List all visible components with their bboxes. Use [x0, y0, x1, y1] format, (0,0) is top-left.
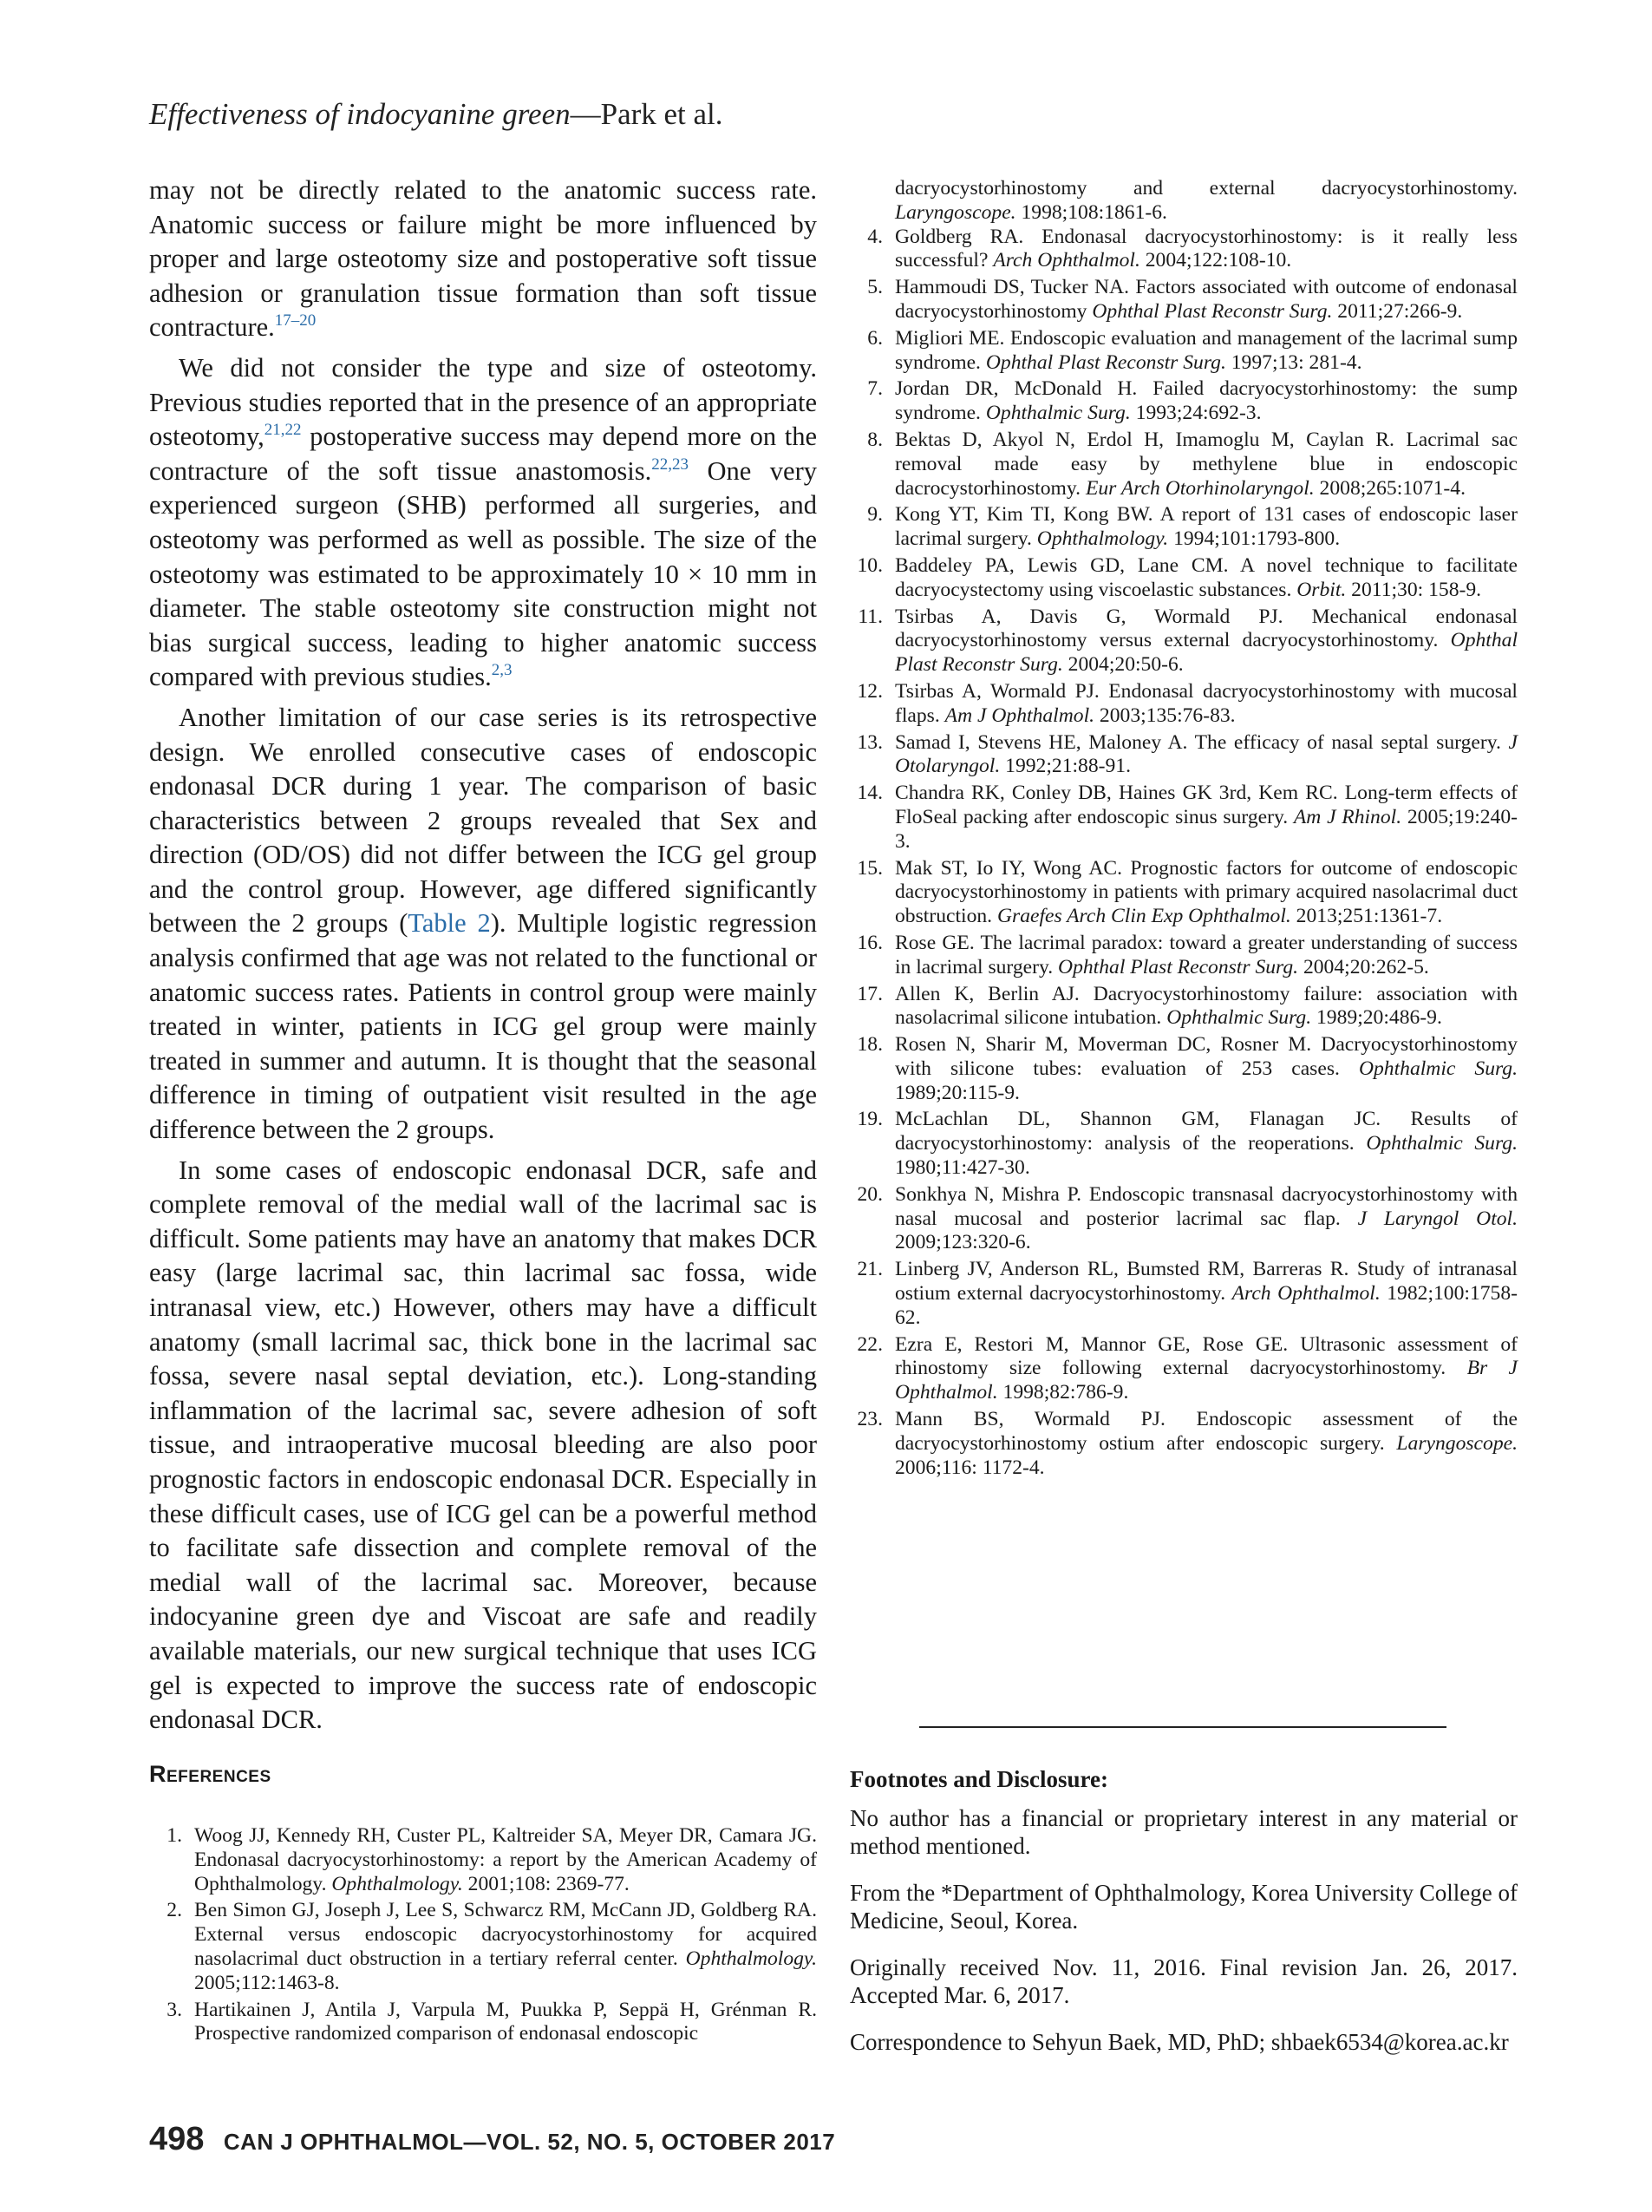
text-run: 1993;24:692-3. — [1130, 402, 1262, 425]
journal-name: Eur Arch Otorhinolaryngol. — [1085, 476, 1315, 500]
text-run: Ezra E, Restori M, Mannor GE, Rose GE. Ultrasonic assessment of rhinostomy size following external dacryocystorhinostomy. — [895, 1332, 1518, 1380]
text-run: Ben Simon GJ, Joseph J, Lee S, Schwarcz RM, McCann JD, Goldberg RA. External versus endoscopic dacryocystorhinostomy for acquired nasolacrimal duct obstruction in a tertiary referral center. — [194, 1899, 817, 1970]
text-run: 1998;82:786-9. — [997, 1381, 1129, 1404]
journal-name: Ophthalmology. — [1036, 527, 1169, 551]
text-run: Another limitation of our case series is its retrospective design. We enrolled consecutive cases of endoscopic endonasal DCR during 1 year. The comparison of basic characteristics between 2 groups revealed that Sex and direction (OD/OS) did not differ between the ICG gel group and the control group. However, age differed significantly between the 2 groups ( — [149, 702, 817, 939]
journal-name: Ophthalmic Surg. — [1166, 1006, 1312, 1030]
affiliation-note: From the *Department of Ophthalmology, Korea University College of Medicine, Seoul, Korea. — [850, 1880, 1518, 1934]
reference-number: 6. — [867, 326, 883, 350]
reference-item — [850, 605, 1518, 677]
citation-superscript: 17–20 — [274, 311, 317, 330]
reference-item — [850, 680, 1518, 729]
reference-text — [895, 1183, 1518, 1255]
text-run: Chandra RK, Conley DB, Haines GK 3rd, Kem RC. Long-term effects of FloSeal packing after endoscopic sinus surgery. — [895, 782, 1518, 828]
journal-name: Laryngoscope. — [895, 200, 1016, 224]
reference-item — [850, 1258, 1518, 1330]
reference-number: 8. — [867, 428, 883, 451]
reference-text — [194, 1824, 817, 1896]
journal-name: Arch Ophthalmol. — [993, 249, 1140, 272]
reference-item — [850, 503, 1518, 552]
text-run: 2011;30: 158-9. — [1346, 578, 1482, 601]
reference-item — [850, 429, 1518, 501]
text-run: 2004;122:108-10. — [1139, 249, 1292, 272]
reference-text — [895, 857, 1518, 929]
journal-name: Graefes Arch Clin Exp Ophthalmol. — [996, 905, 1291, 928]
journal-name: Ophthal Plast Reconstr Surg. — [895, 629, 1518, 677]
text-run: Tsirbas A, Davis G, Wormald PJ. Mechanical endonasal dacryocystorhinostomy versus external dacryocystorhinostomy. — [895, 605, 1518, 652]
page-number: 498 — [149, 2121, 205, 2157]
reference-item — [149, 1824, 817, 1896]
reference-number: 16. — [857, 931, 883, 954]
text-run: Sonkhya N, Mishra P. Endoscopic transnasal dacryocystorhinostomy with nasal mucosal and posterior lacrimal sac flap. — [895, 1182, 1518, 1230]
text-run: 1997;13: 281-4. — [1225, 350, 1362, 374]
reference-text — [895, 1258, 1518, 1330]
reference-text — [895, 1108, 1518, 1180]
text-run: 2003;135:76-83. — [1094, 704, 1236, 727]
journal-name: Ophthalmic Surg. — [1366, 1132, 1518, 1155]
journal-name: Ophthal Plast Reconstr Surg. — [1092, 299, 1333, 323]
reference-item — [850, 857, 1518, 929]
text-run: 2011;27:266-9. — [1332, 299, 1463, 323]
text-run: Hartikainen J, Antila J, Varpula M, Puukka P, Seppä H, Grénman R. Prospective randomized comparison of endonasal endoscopic — [194, 1998, 817, 2045]
reference-number: 9. — [867, 503, 883, 527]
reference-text — [895, 983, 1518, 1031]
reference-text — [895, 554, 1518, 603]
reference-text — [194, 1999, 817, 2047]
reference-text — [895, 1333, 1518, 1405]
text-run: Allen K, Berlin AJ. Dacryocystorhinostomy failure: association with nasolacrimal silicone intubation. — [895, 982, 1518, 1030]
text-run: Baddeley PA, Lewis GD, Lane CM. A novel technique to facilitate dacryocystectomy using viscoelastic substances. — [895, 553, 1518, 601]
text-run: Bektas D, Akyol N, Erdol H, Imamoglu M, Caylan R. Lacrimal sac removal made easy by methylene blue in endoscopic dacrocystorhinostomy. — [895, 428, 1518, 500]
reference-text — [895, 377, 1518, 426]
text-run: 2006;116: 1172-4. — [895, 1456, 1045, 1479]
journal-name: Br J Ophthalmol. — [895, 1357, 1518, 1404]
text-run: ). Multiple logistic regression analysis confirmed that age was not related to the functional or anatomic success rates. Patients in control group were mainly treated in winter, patients in ICG gel group were mainly treated in summer and autumn. It is thought that the seasonal difference in timing of outpatient visit resulted in the age difference between the 2 groups. — [149, 908, 817, 1145]
reference-item — [850, 731, 1518, 780]
journal-name: Ophthalmology. — [685, 1947, 817, 1970]
received-dates: Originally received Nov. 11, 2016. Final revision Jan. 26, 2017. Accepted Mar. 6, 2017. — [850, 1954, 1518, 2008]
reference-text — [895, 1408, 1518, 1480]
reference-item — [149, 1999, 817, 2047]
text-run: Linberg JV, Anderson RL, Bumsted RM, Barreras R. Study of intranasal ostium external dacryocystorhinostomy. — [895, 1258, 1518, 1306]
text-run: 2005;112:1463-8. — [194, 1971, 340, 1994]
reference-item — [850, 1033, 1518, 1105]
text-run: We did not consider the type and size of osteotomy. Previous studies reported that in the presence of an appropriate osteotomy, — [149, 352, 817, 452]
reference-number: 22. — [857, 1332, 883, 1356]
text-run: 2009;123:320-6. — [895, 1231, 1031, 1254]
reference-item — [850, 983, 1518, 1031]
running-head-authors: —Park et al. — [570, 97, 723, 131]
reference-text — [895, 605, 1518, 677]
reference-item — [850, 782, 1518, 854]
journal-name: J Laryngol Otol. — [1357, 1207, 1518, 1230]
body-paragraph — [149, 701, 817, 1148]
reference-number: 21. — [857, 1258, 883, 1281]
reference-item — [850, 554, 1518, 603]
page-footer — [149, 2121, 835, 2158]
correspondence: Correspondence to Sehyun Baek, MD, PhD; shbaek6534@korea.ac.kr — [850, 2029, 1509, 2055]
journal-name: Ophthal Plast Reconstr Surg. — [985, 350, 1226, 374]
text-run: 1980;11:427-30. — [895, 1156, 1030, 1180]
body-text-column — [149, 173, 817, 1744]
reference-item — [850, 1183, 1518, 1255]
reference-text — [895, 731, 1518, 780]
reference-text — [895, 327, 1518, 376]
reference-number: 17. — [857, 982, 883, 1005]
reference-number: 15. — [857, 856, 883, 880]
body-paragraph — [149, 1154, 817, 1738]
text-run: 2001;108: 2369-77. — [462, 1872, 630, 1895]
text-run: 2004;20:262-5. — [1298, 955, 1429, 978]
running-head-title: Effectiveness of indocyanine green — [149, 97, 571, 131]
reference-number: 14. — [857, 782, 883, 805]
journal-name: Orbit. — [1296, 578, 1347, 601]
references-list-left — [149, 1824, 817, 2049]
journal-name: Arch Ophthalmol. — [1231, 1282, 1381, 1306]
reference-number: 5. — [867, 276, 883, 299]
reference-text — [895, 276, 1518, 324]
text-run: One very experienced surgeon (SHB) performed all surgeries, and osteotomy was performed as well as possible. The size of the osteotomy was estimated to be approximately 10 × 10 mm in diameter. The stable osteotomy site construction might not bias surgical success, leading to higher anatomic success compared with previous studies. — [149, 455, 817, 692]
reference-number: 3. — [167, 1998, 182, 2021]
text-run: 2005;19:240-3. — [895, 805, 1518, 853]
reference-item — [850, 276, 1518, 324]
footnotes-heading: Footnotes and Disclosure: — [850, 1766, 1109, 1792]
text-run: 2004;20:50-6. — [1062, 653, 1184, 677]
reference-item — [850, 226, 1518, 274]
reference-number: 20. — [857, 1182, 883, 1206]
references-list-right-items — [850, 226, 1518, 1481]
reference-item — [850, 1108, 1518, 1180]
text-run: Tsirbas A, Wormald PJ. Endonasal dacryocystorhinostomy with mucosal flaps. — [895, 679, 1518, 727]
text-run: Samad I, Stevens HE, Maloney A. The efficacy of nasal septal surgery. — [895, 730, 1509, 754]
text-run: Rosen N, Sharir M, Moverman DC, Rosner M. Dacryocystorhinostomy with silicone tubes: evaluation of 253 cases. — [895, 1033, 1518, 1080]
reference-number: 1. — [167, 1824, 182, 1847]
reference-number: 7. — [867, 377, 883, 401]
text-run: Rose GE. The lacrimal paradox: toward a greater understanding of success in lacrimal surgery. — [895, 931, 1518, 978]
text-run: postoperative success may depend more on the contracture of the soft tissue anastomosis. — [149, 422, 817, 486]
citation-superscript: 22,23 — [651, 455, 689, 474]
text-run: 1989;20:115-9. — [895, 1081, 1020, 1104]
text-run: 1992;21:88-91. — [1000, 755, 1131, 778]
text-run: Goldberg RA. Endonasal dacryocystorhinostomy: is it really less successful? — [895, 225, 1518, 272]
references-heading: References — [149, 1761, 271, 1787]
journal-name: Ophthalmology. — [331, 1872, 463, 1895]
text-run: Kong YT, Kim TI, Kong BW. A report of 131 cases of endoscopic laser lacrimal surgery. — [895, 503, 1518, 551]
journal-name: Ophthalmic Surg. — [1358, 1057, 1518, 1080]
text-run: 1998;108:1861-6. — [1015, 200, 1167, 224]
reference-number: 4. — [867, 225, 883, 248]
citation-superscript: 2,3 — [491, 661, 513, 680]
reference-text — [895, 1033, 1518, 1105]
text-run: 1989;20:486-9. — [1311, 1006, 1442, 1030]
reference-item — [850, 1333, 1518, 1405]
text-run: 1982;100:1758-62. — [895, 1282, 1518, 1329]
text-run: 2008;265:1071-4. — [1314, 476, 1466, 500]
reference-text — [895, 932, 1518, 980]
journal-name: Laryngoscope. — [1396, 1431, 1518, 1455]
reference-text — [895, 503, 1518, 552]
references-list-right — [850, 177, 1518, 1482]
text-run: Mak ST, Io IY, Wong AC. Prognostic factors for outcome of endoscopic dacryocystorhinostomy in patients with primary acquired nasolacrimal duct obstruction. — [895, 856, 1518, 928]
text-run: 1994;101:1793-800. — [1168, 527, 1341, 551]
text-run: Woog JJ, Kennedy RH, Custer PL, Kaltreider SA, Meyer DR, Camara JG. Endonasal dacryocystorhinostomy: a report by the American Academy of Ophthalmology. — [194, 1824, 817, 1895]
text-run: 2013;251:1361-7. — [1290, 905, 1443, 928]
reference-number: 11. — [858, 605, 883, 628]
journal-name: Am J Rhinol. — [1293, 805, 1402, 828]
journal-citation: CAN J OPHTHALMOL—VOL. 52, NO. 5, OCTOBER 2017 — [223, 2129, 836, 2155]
journal-name: Ophthalmic Surg. — [985, 402, 1131, 425]
text-run: may not be directly related to the anatomic success rate. Anatomic success or failure might be more influenced by proper and large osteotomy size and postoperative soft tissue adhesion or granulation tissue formation than soft tissue contracture. — [149, 175, 817, 343]
reference-item — [850, 327, 1518, 376]
reference-item — [850, 1408, 1518, 1480]
journal-name: Am J Ophthalmol. — [944, 704, 1095, 727]
text-run: dacryocystorhinostomy and external dacryocystorhinostomy. — [895, 177, 1518, 200]
reference-number: 10. — [857, 553, 883, 577]
table-reference-link[interactable]: Table 2 — [408, 908, 491, 939]
reference-item — [850, 932, 1518, 980]
journal-name: J Otolaryngol. — [895, 730, 1518, 778]
reference-number: 18. — [857, 1033, 883, 1057]
journal-name: Ophthal Plast Reconstr Surg. — [1058, 955, 1299, 978]
reference-number: 23. — [857, 1408, 883, 1431]
text-run: McLachlan DL, Shannon GM, Flanagan JC. Results of dacryocystorhinostomy: analysis of the reoperations. — [895, 1108, 1518, 1155]
disclosure-statement: No author has a financial or proprietary interest in any material or method mentioned. — [850, 1805, 1518, 1859]
reference-number: 2. — [167, 1899, 182, 1922]
reference-number: 12. — [857, 679, 883, 703]
text-run: Mann BS, Wormald PJ. Endoscopic assessment of the dacryocystorhinostomy ostium after endoscopic surgery. — [895, 1408, 1518, 1455]
citation-superscript: 21,22 — [264, 421, 302, 440]
reference-text — [194, 1899, 817, 1995]
footnote-divider — [919, 1726, 1446, 1728]
text-run: In some cases of endoscopic endonasal DCR, safe and complete removal of the medial wall of the lacrimal sac is difficult. Some patients may have an anatomy that makes DCR easy (large lacrimal sac, thin lacrimal sac fossa, wide intranasal view, etc.) However, others may have a difficult anatomy (small lacrimal sac, thick bone in the lacrimal sac fossa, severe nasal septal deviation, etc.). Long-standing inflammation of the lacrimal sac, severe adhesion of soft tissue, and intraoperative mucosal bleeding are also poor prognostic factors in endoscopic endonasal DCR. Especially in these difficult cases, use of ICG gel can be a powerful method to facilitate safe dissection and complete removal of the medial wall of the lacrimal sac. Moreover, because indocyanine green dye and Viscoat are safe and readily available materials, our new surgical technique that uses ICG gel is expected to improve the success rate of endoscopic endonasal DCR. — [149, 1155, 817, 1735]
text-run: Migliori ME. Endoscopic evaluation and management of the lacrimal sump syndrome. — [895, 326, 1518, 374]
text-run: Hammoudi DS, Tucker NA. Factors associated with outcome of endonasal dacryocystorhinostomy — [895, 276, 1518, 323]
reference-text — [895, 429, 1518, 501]
reference-text — [895, 782, 1518, 854]
running-head — [149, 97, 723, 132]
reference-text — [895, 680, 1518, 729]
reference-text — [895, 226, 1518, 274]
reference-item — [850, 377, 1518, 426]
reference-3-continuation — [850, 177, 1518, 226]
reference-number: 19. — [857, 1108, 883, 1131]
reference-item — [149, 1899, 817, 1995]
reference-number: 13. — [857, 730, 883, 754]
body-paragraph — [149, 351, 817, 695]
body-paragraph — [149, 173, 817, 345]
text-run: Jordan DR, McDonald H. Failed dacryocystorhinostomy: the sump syndrome. — [895, 377, 1518, 425]
